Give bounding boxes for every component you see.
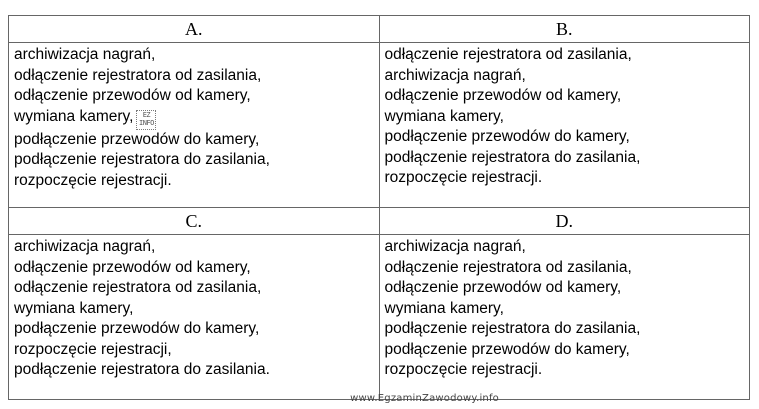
option-b-step-1: odłączenie rejestratora od zasilania, xyxy=(384,46,632,63)
option-d-step-7: rozpoczęcie rejestracji. xyxy=(384,361,543,378)
option-b-step-7: rozpoczęcie rejestracji. xyxy=(384,169,543,186)
footer-url: www.EgzaminZawodowy.info xyxy=(350,393,499,404)
option-b-header: B. xyxy=(379,16,750,43)
ez-info-icon-top: EZ xyxy=(142,110,151,119)
option-b-steps xyxy=(379,43,750,208)
ez-info-icon xyxy=(136,110,156,130)
content-row-bottom xyxy=(9,235,750,400)
option-c-step-5: podłączenie przewodów do kamery, xyxy=(14,320,260,337)
option-a-header: A. xyxy=(9,16,380,43)
header-row-top xyxy=(9,16,750,43)
option-d-step-3: odłączenie przewodów od kamery, xyxy=(384,279,622,296)
option-a-step-1: archiwizacja nagrań, xyxy=(14,46,156,63)
option-b-step-4: wymiana kamery, xyxy=(384,107,504,125)
option-d-step-2: odłączenie rejestratora od zasilania, xyxy=(384,258,632,276)
option-a-step-4-line xyxy=(14,107,375,130)
option-b-step-3: odłączenie przewodów od kamery, xyxy=(384,87,622,104)
option-b-step-5: podłączenie przewodów do kamery, xyxy=(384,128,630,145)
option-a-step-7: rozpoczęcie rejestracji. xyxy=(14,171,172,189)
option-b-step-6: podłączenie rejestratora do zasilania, xyxy=(384,148,641,166)
option-c-steps xyxy=(9,235,380,400)
option-d-header: D. xyxy=(379,208,750,235)
option-d-step-6: podłączenie przewodów do kamery, xyxy=(384,340,630,358)
option-a-step-4: wymiana kamery, xyxy=(14,107,134,125)
answer-options-table xyxy=(8,15,750,400)
option-d-step-1: archiwizacja nagrań, xyxy=(384,238,526,255)
option-a-step-5: podłączenie przewodów do kamery, xyxy=(14,130,260,148)
ez-info-icon-bottom: INFO xyxy=(139,118,154,127)
option-c-step-1: archiwizacja nagrań, xyxy=(14,238,156,255)
option-c-step-3: odłączenie rejestratora od zasilania, xyxy=(14,279,262,296)
option-d-steps xyxy=(379,235,750,400)
option-a-steps xyxy=(9,43,380,208)
option-c-step-7: podłączenie rejestratora do zasilania. xyxy=(14,361,270,378)
option-a-step-3: odłączenie przewodów od kamery, xyxy=(14,87,251,104)
option-c-step-6: rozpoczęcie rejestracji, xyxy=(14,340,172,358)
option-b-step-2: archiwizacja nagrań, xyxy=(384,66,526,84)
option-c-header: C. xyxy=(9,208,380,235)
option-d-step-5: podłączenie rejestratora do zasilania, xyxy=(384,320,641,337)
option-c-step-2: odłączenie przewodów od kamery, xyxy=(14,258,251,276)
header-row-bottom xyxy=(9,208,750,235)
option-c-step-4: wymiana kamery, xyxy=(14,299,134,317)
content-row-top xyxy=(9,43,750,208)
option-a-step-6: podłączenie rejestratora do zasilania, xyxy=(14,151,270,168)
option-a-step-2: odłączenie rejestratora od zasilania, xyxy=(14,66,262,84)
option-d-step-4: wymiana kamery, xyxy=(384,299,504,317)
